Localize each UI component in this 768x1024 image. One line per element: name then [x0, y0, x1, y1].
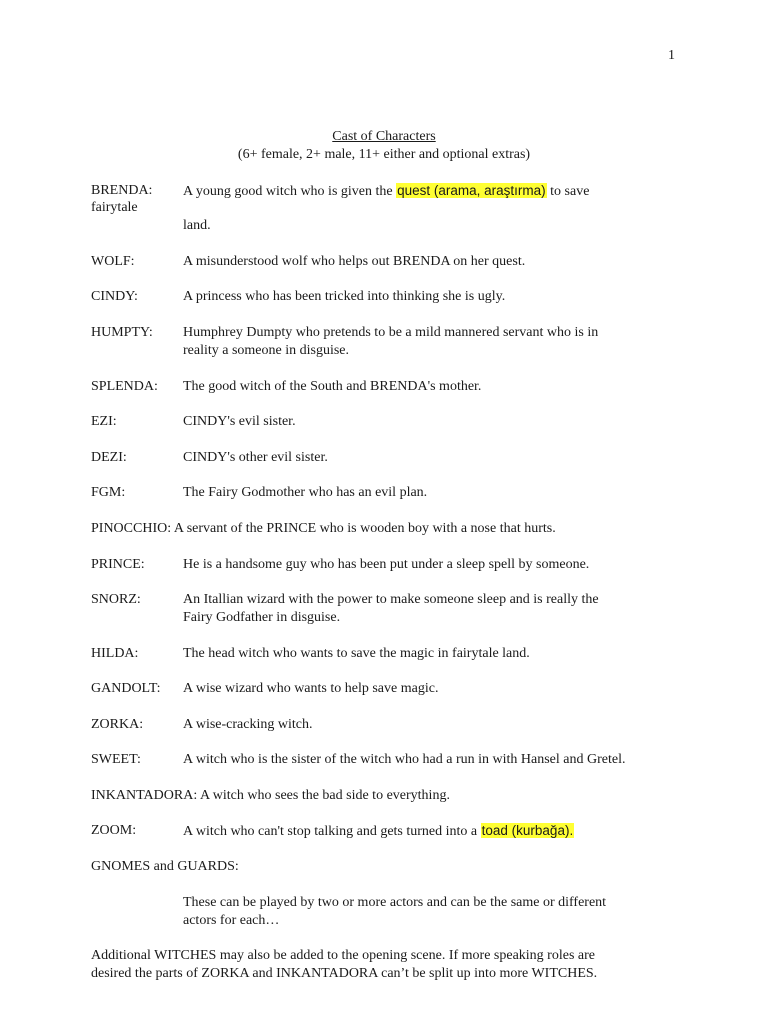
cast-name-snorz: SNORZ:: [91, 592, 141, 607]
cast-desc-snorz-cont: Fairy Godfather in disguise.: [183, 610, 341, 625]
cast-name-cindy: CINDY:: [91, 289, 138, 304]
cast-desc-dezi: CINDY's other evil sister.: [183, 450, 328, 465]
cast-desc-humpty: Humphrey Dumpty who pretends to be a mild mannered servant who is in: [183, 325, 599, 340]
cast-name-zorka: ZORKA:: [91, 717, 144, 732]
footer-note-line-2: desired the parts of ZORKA and INKANTADORA can’t be split up into more WITCHES.: [91, 966, 598, 981]
cast-desc-brenda-wrap: fairytale: [91, 200, 138, 215]
cast-name-brenda: BRENDA:: [91, 183, 153, 198]
cast-desc-gandolt: A wise wizard who wants to help save magic.: [183, 681, 439, 696]
page-title: Cast of Characters: [332, 129, 436, 144]
cast-desc-wolf: A misunderstood wolf who helps out BRENDA on her quest.: [183, 254, 526, 269]
cast-name-prince: PRINCE:: [91, 557, 145, 572]
cast-desc-zorka: A wise-cracking witch.: [183, 717, 313, 732]
cast-desc-prince: He is a handsome guy who has been put under a sleep spell by someone.: [183, 557, 590, 572]
cast-desc-sweet: A witch who is the sister of the witch who had a run in with Hansel and Gretel.: [183, 752, 626, 767]
page-number: 1: [668, 48, 675, 63]
cast-name-sweet: SWEET:: [91, 752, 141, 767]
cast-name-zoom: ZOOM:: [91, 823, 137, 838]
cast-name-splenda: SPLENDA:: [91, 379, 158, 394]
cast-desc-ezi: CINDY's evil sister.: [183, 414, 296, 429]
cast-name-fgm: FGM:: [91, 485, 126, 500]
page-subtitle: (6+ female, 2+ male, 11+ either and optional extras): [237, 147, 531, 162]
cast-desc-hilda: The head witch who wants to save the magic in fairytale land.: [183, 646, 530, 661]
gnomes-note-line-1: These can be played by two or more actors and can be the same or different: [183, 895, 607, 910]
highlight-quest: quest (arama, araştırma): [397, 183, 546, 198]
cast-name-pinocchio: PINOCCHIO: A servant of the PRINCE who is wooden boy with a nose that hurts.: [91, 521, 556, 536]
cast-name-hilda: HILDA:: [91, 646, 139, 661]
cast-desc-brenda-cont: land.: [183, 218, 211, 233]
cast-name-gandolt: GANDOLT:: [91, 681, 161, 696]
cast-desc-fgm: The Fairy Godmother who has an evil plan.: [183, 485, 428, 500]
cast-name-inkantadora: INKANTADORA: A witch who sees the bad side to everything.: [91, 788, 450, 803]
cast-name-humpty: HUMPTY:: [91, 325, 153, 340]
cast-desc-cindy: A princess who has been tricked into thinking she is ugly.: [183, 289, 506, 304]
cast-desc-brenda: A young good witch who is given the quest (arama, araştırma) to save: [183, 183, 590, 199]
gnomes-note-line-2: actors for each…: [183, 913, 280, 928]
cast-name-gnomes-guards: GNOMES and GUARDS:: [91, 859, 239, 874]
cast-desc-zoom: A witch who can't stop talking and gets turned into a toad (kurbağa).: [183, 823, 574, 839]
highlight-toad: toad (kurbağa).: [481, 823, 574, 838]
cast-name-wolf: WOLF:: [91, 254, 135, 269]
cast-desc-splenda: The good witch of the South and BRENDA's mother.: [183, 379, 482, 394]
cast-desc-humpty-cont: reality a someone in disguise.: [183, 343, 350, 358]
cast-name-dezi: DEZI:: [91, 450, 127, 465]
cast-name-ezi: EZI:: [91, 414, 117, 429]
footer-note-line-1: Additional WITCHES may also be added to the opening scene. If more speaking roles are: [91, 948, 595, 963]
cast-desc-snorz: An Itallian wizard with the power to make someone sleep and is really the: [183, 592, 599, 607]
